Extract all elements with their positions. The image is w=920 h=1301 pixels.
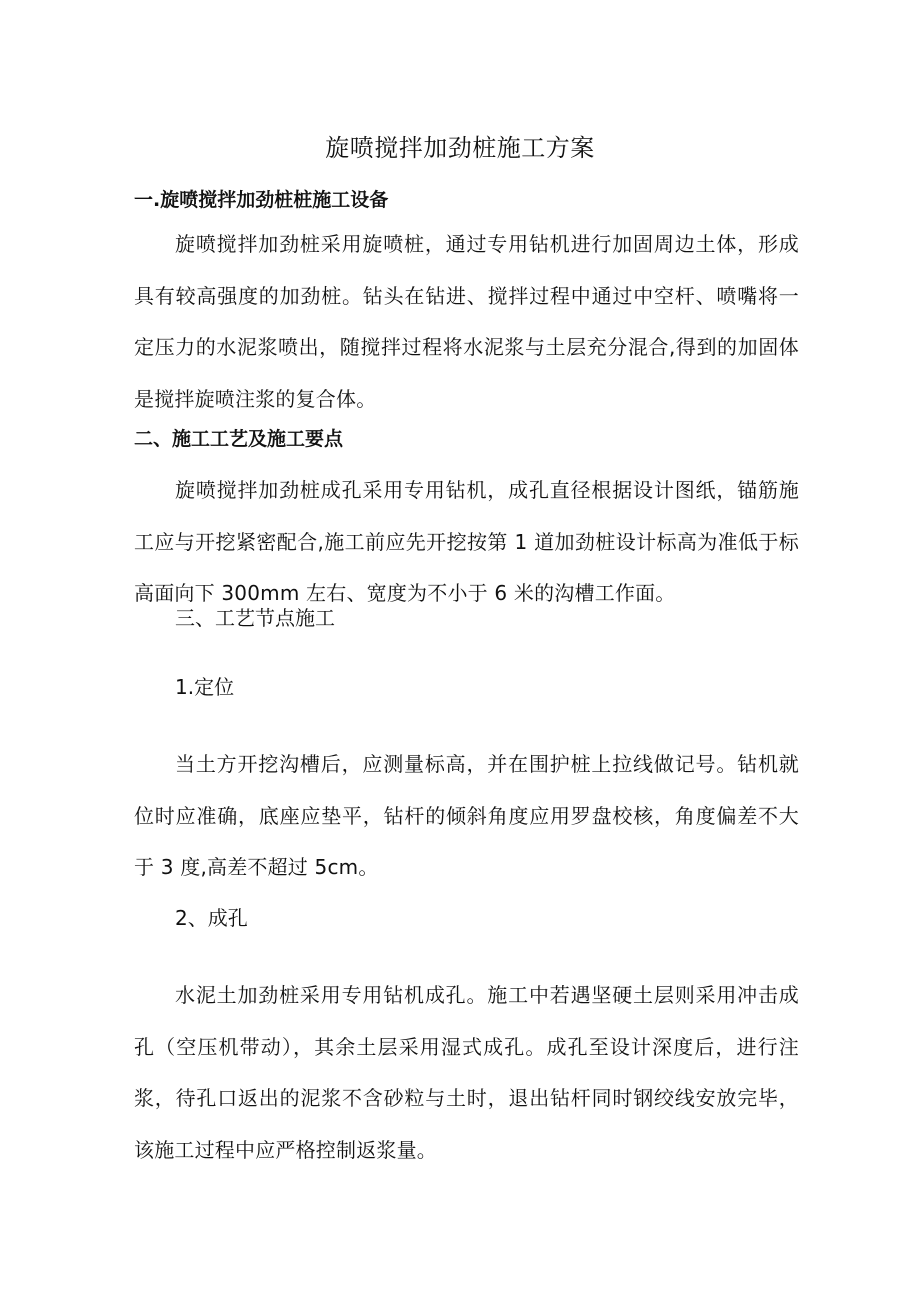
section-2-paragraph: 旋喷搅拌加劲桩成孔采用专用钻机，成孔直径根据设计图纸，锚筋施工应与开挖紧密配合,施工前应先开挖按第 1 道加劲桩设计标高为准低于标高面向下 300mm 左右、宽度为不小于 6 米的沟槽工作面。 — [134, 478, 799, 605]
section-1-paragraph: 旋喷搅拌加劲桩采用旋喷桩，通过专用钻机进行加固周边土体，形成具有较高强度的加劲桩。钻头在钻进、搅拌过程中通过中空杆、喷嘴将一定压力的水泥浆喷出，随搅拌过程将水泥浆与土层充分混合,得到的加固体是搅拌旋喷注浆的复合体。 — [134, 232, 799, 411]
section-3-heading: 三、工艺节点施工 — [175, 606, 335, 630]
section-1-heading: 一.旋喷搅拌加劲桩桩施工设备 — [134, 189, 389, 211]
subsection-drilling-paragraph: 水泥土加劲桩采用专用钻机成孔。施工中若遇坚硬土层则采用冲击成孔（空压机带动），其余土层采用湿式成孔。成孔至设计深度后，进行注浆，待孔口返出的泥浆不含砂粒与土时，退出钻杆同时钢绞线安放完毕，该施工过程中应严格控制返浆量。 — [134, 983, 799, 1162]
section-2-heading: 二、施工工艺及施工要点 — [134, 428, 344, 450]
subsection-drilling-heading: 2、成孔 — [175, 906, 248, 930]
subsection-positioning-paragraph: 当土方开挖沟槽后，应测量标高，并在围护桩上拉线做记号。钻机就位时应准确，底座应垫平，钻杆的倾斜角度应用罗盘校核，角度偏差不大于 3 度,高差不超过 5cm。 — [134, 752, 799, 879]
document-title: 旋喷搅拌加劲桩施工方案 — [325, 134, 595, 162]
subsection-positioning-heading: 1.定位 — [175, 675, 235, 699]
